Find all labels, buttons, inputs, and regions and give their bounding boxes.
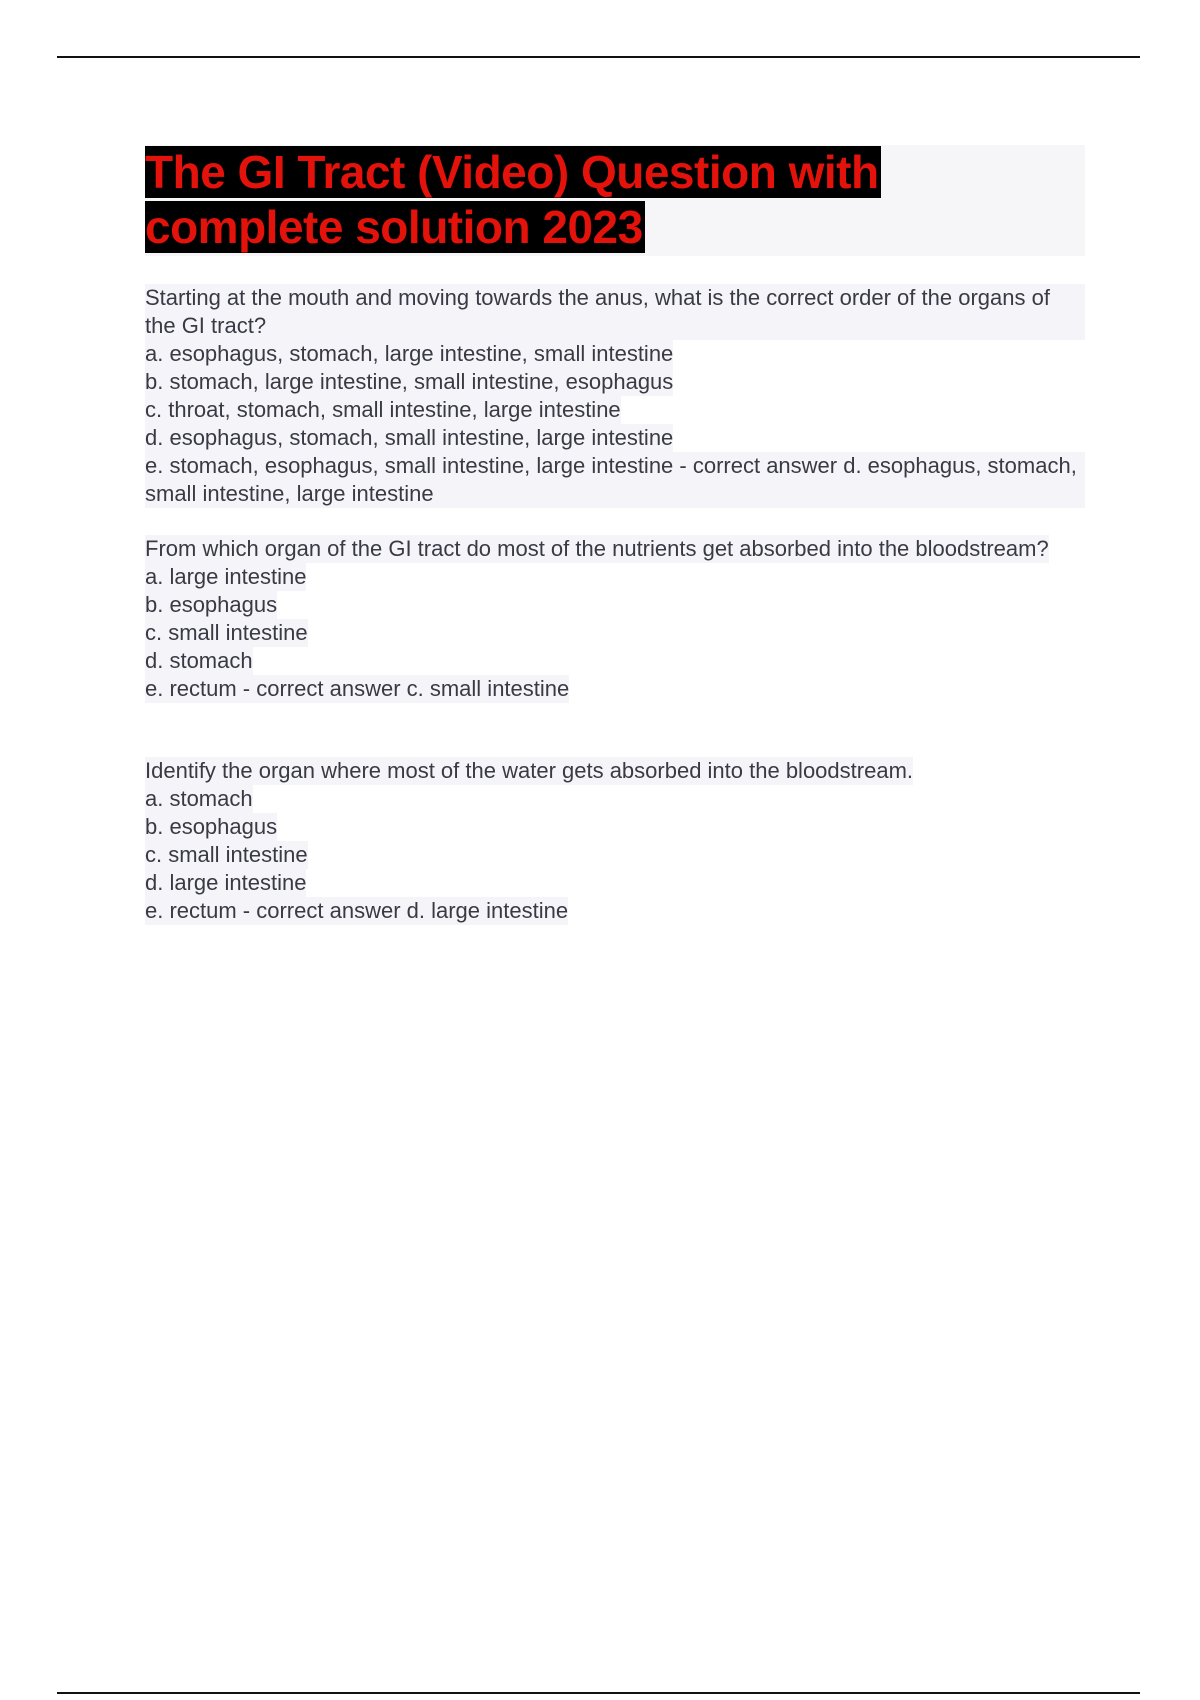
option: d. large intestine bbox=[145, 870, 307, 895]
question-text: From which organ of the GI tract do most of the nutrients get absorbed into the bloodstream? bbox=[145, 536, 1049, 561]
option: c. throat, stomach, small intestine, large intestine bbox=[145, 397, 621, 422]
option: a. large intestine bbox=[145, 564, 307, 589]
option: a. esophagus, stomach, large intestine, small intestine bbox=[145, 341, 674, 366]
option: d. esophagus, stomach, small intestine, large intestine bbox=[145, 425, 674, 450]
option: c. small intestine bbox=[145, 620, 308, 645]
option-with-answer: e. rectum - correct answer d. large intestine bbox=[145, 898, 569, 923]
title-block bbox=[145, 145, 1085, 256]
option: b. esophagus bbox=[145, 592, 278, 617]
header-rule bbox=[57, 56, 1140, 58]
question-text: Identify the organ where most of the water gets absorbed into the bloodstream. bbox=[145, 758, 914, 783]
question-block-2 bbox=[145, 535, 1085, 703]
option: d. stomach bbox=[145, 648, 253, 673]
question-block-3 bbox=[145, 757, 1085, 925]
option-with-answer: e. rectum - correct answer c. small intestine bbox=[145, 676, 570, 701]
question-block-1 bbox=[145, 284, 1085, 508]
footer-rule bbox=[57, 1692, 1140, 1694]
option: b. stomach, large intestine, small intestine, esophagus bbox=[145, 369, 674, 394]
option: b. esophagus bbox=[145, 814, 278, 839]
document-title: The GI Tract (Video) Question with complete solution 2023 bbox=[145, 146, 879, 253]
option: c. small intestine bbox=[145, 842, 308, 867]
question-text: Starting at the mouth and moving towards the anus, what is the correct order of the organs of the GI tract? bbox=[145, 284, 1085, 340]
option: a. stomach bbox=[145, 786, 253, 811]
option-with-answer: e. stomach, esophagus, small intestine, large intestine - correct answer d. esophagus, stomach, small intestine, large intestine bbox=[145, 452, 1085, 508]
